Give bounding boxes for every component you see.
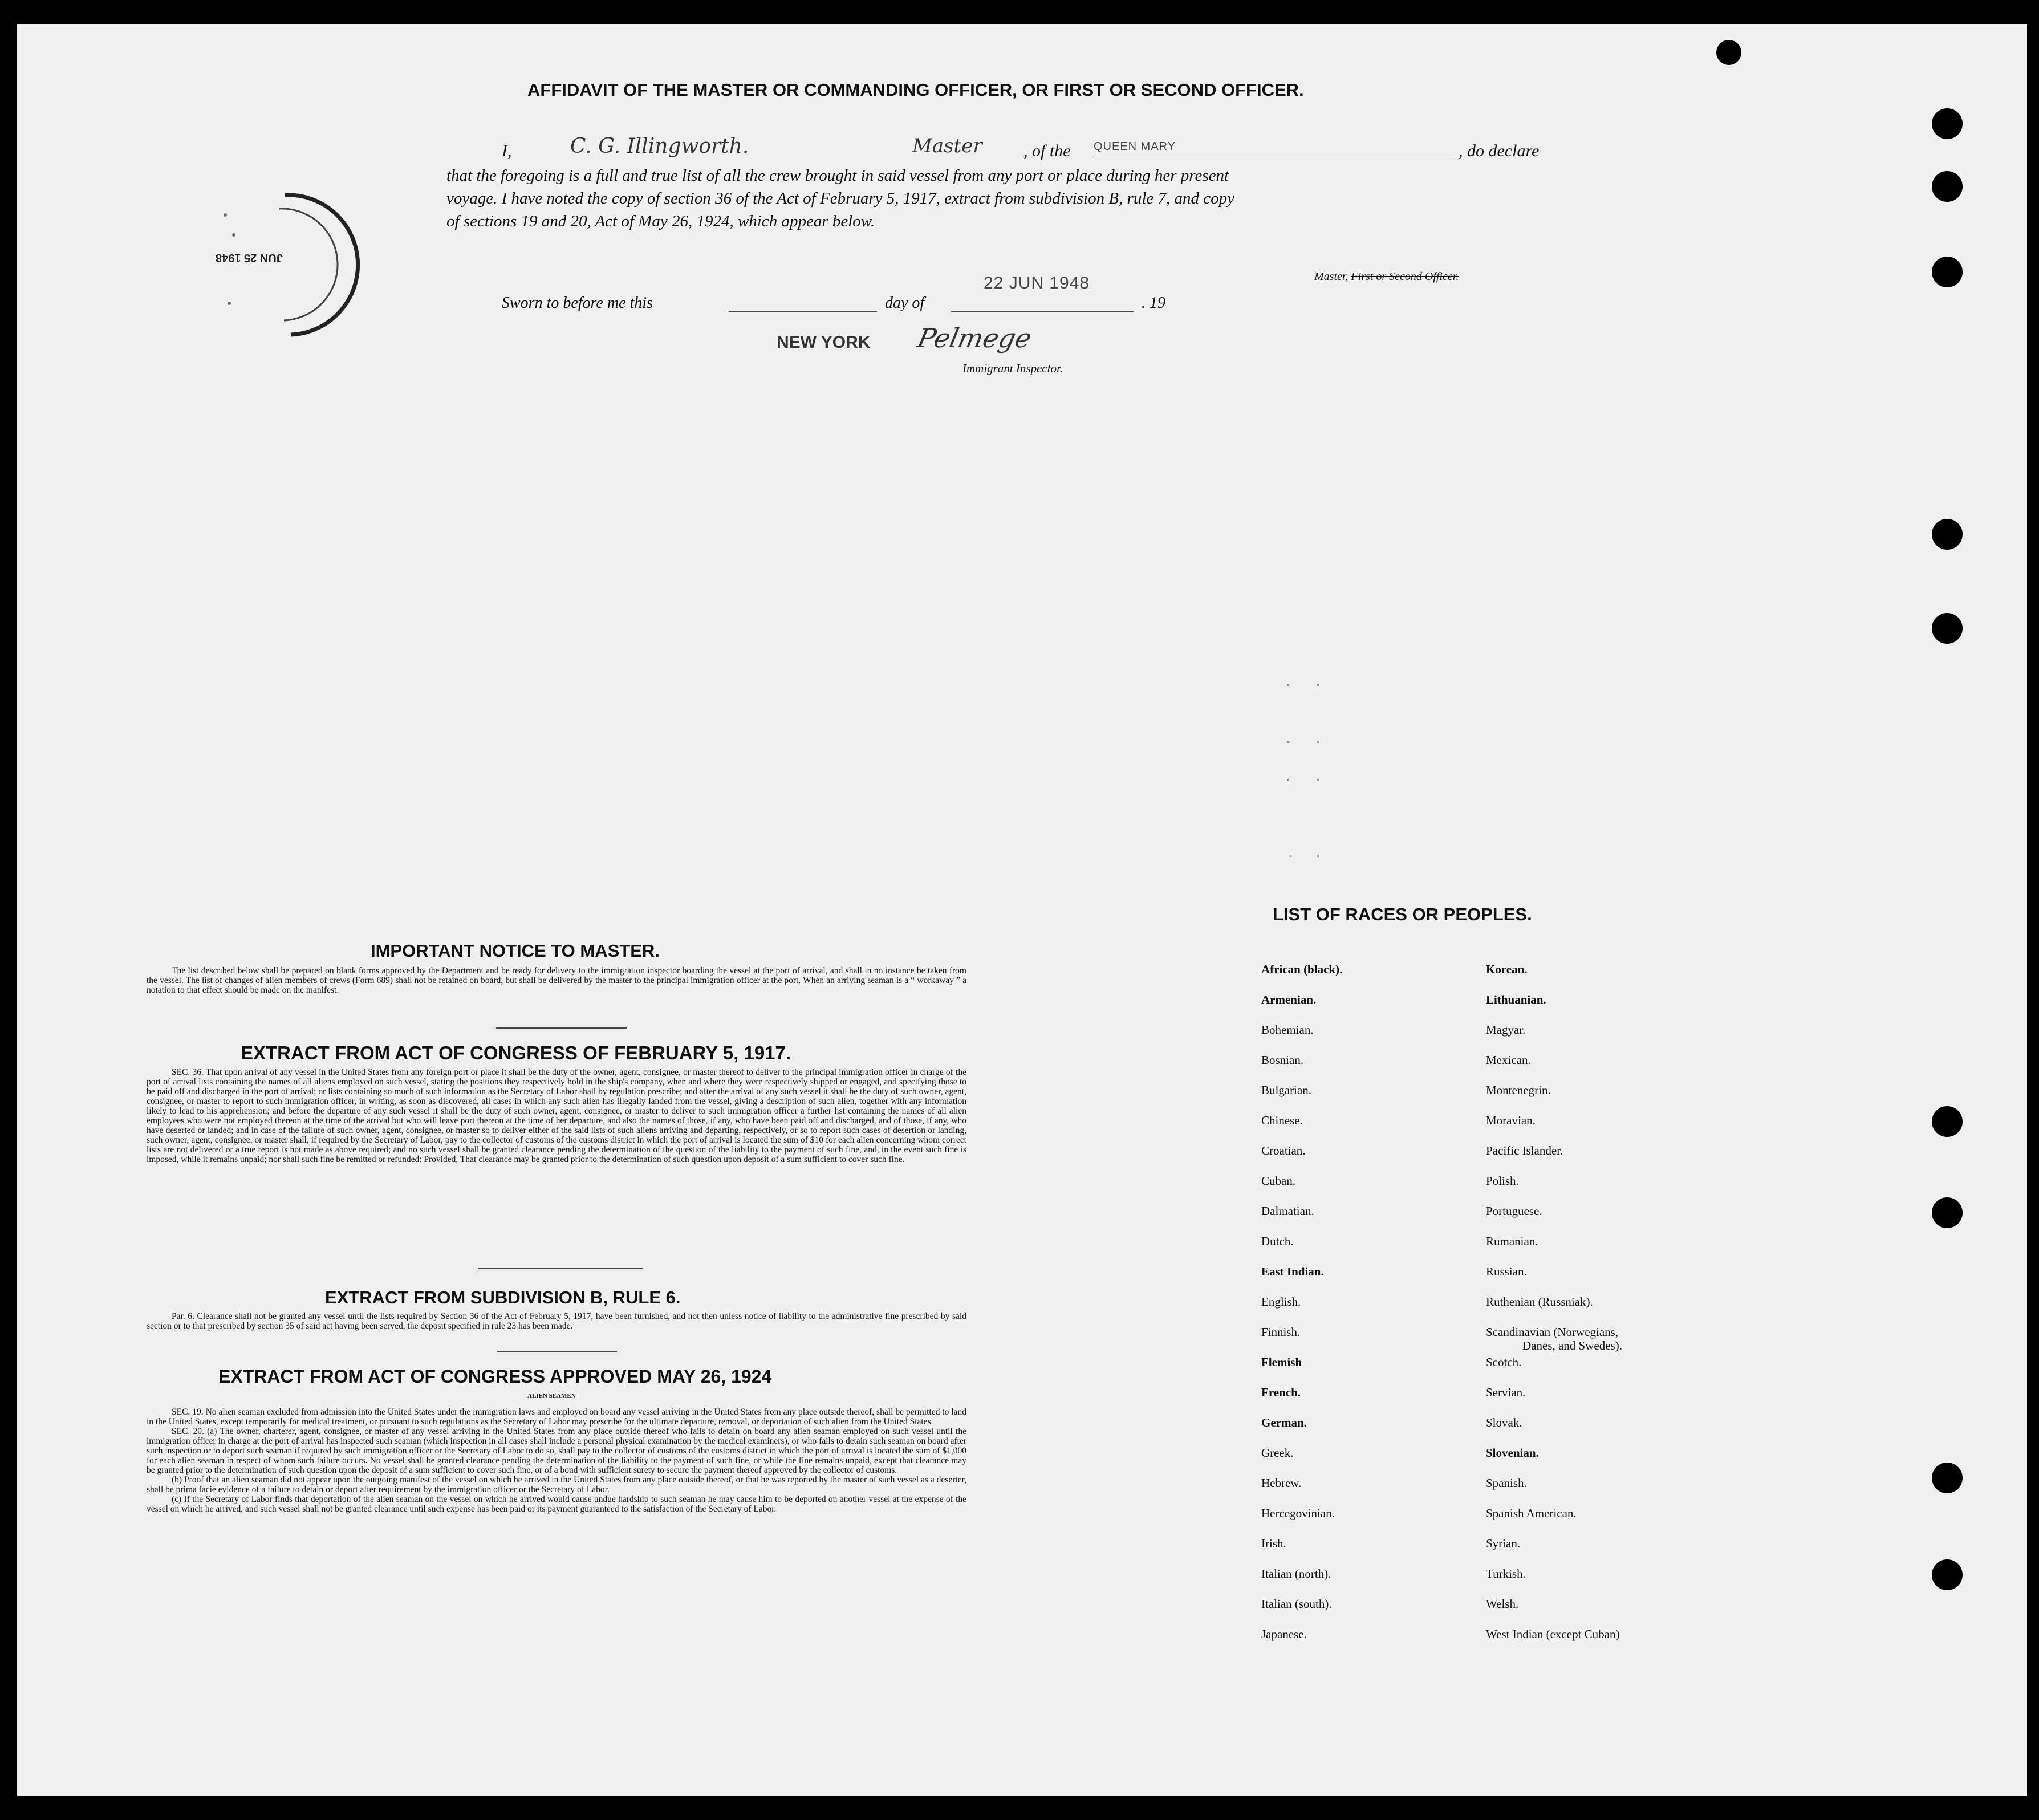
sworn-month-line (951, 311, 1134, 312)
notice-text: The list described below shall be prepared on blank forms approved by the Department and be ready for delivery to the immigration inspector boarding the vessel at the port of arrival, and shall in no instance be taken from the vessel. The list of changes of alien members of crews (Form 689) shall not be retained on board, but shall be delivered by the master to the principal immigration officer at the port. When an arriving seaman is a “ workaway ” a notation to that effect should be made on the manifest. (147, 966, 966, 995)
race-item: Greek. (1261, 1446, 1294, 1460)
inspector-signature: Pelmege (915, 323, 1035, 354)
notice-body (147, 966, 966, 995)
race-item: African (black). (1261, 962, 1343, 976)
race-item: Italian (north). (1261, 1567, 1331, 1581)
race-item: Ruthenian (Russniak). (1486, 1295, 1593, 1309)
race-item: Dutch. (1261, 1234, 1294, 1248)
race-item: Pacific Islander. (1486, 1144, 1563, 1157)
scan-mark (1317, 741, 1319, 743)
year-prefix: . 19 (1142, 294, 1165, 312)
punch-hole (1932, 171, 1963, 202)
scan-mark (1317, 684, 1319, 686)
scan-mark (1287, 684, 1289, 686)
race-item: Mexican. (1486, 1053, 1531, 1067)
race-item: Servian. (1486, 1386, 1526, 1399)
notice-title: IMPORTANT NOTICE TO MASTER. (371, 941, 660, 961)
punch-hole (1932, 519, 1963, 550)
race-item: Slovenian. (1486, 1446, 1539, 1460)
race-item: Japanese. (1261, 1627, 1307, 1641)
vessel-name: QUEEN MARY (1094, 140, 1176, 153)
race-item: Scotch. (1486, 1355, 1522, 1369)
punch-hole (1716, 40, 1741, 65)
race-item: Moravian. (1486, 1114, 1536, 1127)
scan-mark (1317, 779, 1319, 781)
race-item: Bosnian. (1261, 1053, 1304, 1067)
race-item: Spanish. (1486, 1476, 1527, 1490)
extract-1917-body (147, 1067, 966, 1164)
race-item: Welsh. (1486, 1597, 1519, 1611)
race-item: Russian. (1486, 1265, 1527, 1278)
race-item: German. (1261, 1416, 1307, 1429)
races-left-column (1261, 962, 1467, 1658)
punch-hole (1932, 108, 1963, 139)
race-item: Bohemian. (1261, 1023, 1314, 1037)
do-declare-label: , do declare (1459, 141, 1540, 160)
race-item: Hebrew. (1261, 1476, 1302, 1490)
arrival-stamp (188, 184, 365, 343)
race-item: Korean. (1486, 962, 1528, 976)
rule-6-body (147, 1311, 966, 1331)
struck-officer-caption: First or Second Officer. (1351, 270, 1459, 283)
race-item: Hercegovinian. (1261, 1506, 1335, 1520)
extract-1924-subtitle: ALIEN SEAMEN (527, 1392, 576, 1399)
punch-hole (1932, 1559, 1963, 1590)
race-item: Spanish American. (1486, 1506, 1577, 1520)
punch-hole (1932, 1106, 1963, 1137)
punch-hole (1932, 1197, 1963, 1228)
inspector-caption: Immigrant Inspector. (962, 361, 1063, 375)
race-item: Scandinavian (Norwegians, (1486, 1325, 1619, 1339)
affidavit-line-2: that the foregoing is a full and true list of all the crew brought in said vessel from any port or place during her present (446, 166, 1229, 185)
punch-hole (1932, 613, 1963, 644)
race-item: East Indian. (1261, 1265, 1324, 1278)
sec-20a-text: SEC. 20. (a) The owner, charterer, agent, consignee, or master of any vessel arriving in the United States from any place outside thereof who fails to detain on board any alien seaman employed on such vessel until the immigration officer in charge at the port of arrival has inspected such seaman (which inspection in all cases shall include a personal physical examination by the medical examiners), or who fails to detain such seaman on board after such inspection or to deport such seaman if required by such immigration officer or the Secretary of Labor to do so, shall pay to the collector of customs of the customs district in which the port of arrival is located the sum of $1,000 for each alien seaman in respect of whom such failure occurs. No vessel shall be granted clearance pending the determination of the liability to the payment of such fine, or while the fine remains unpaid, except that clearance may be granted prior to the determination of such question upon the deposit of a sum sufficient to cover such fine, or of a bond with sufficient surety to secure the payment thereof approved by the collector of customs. (147, 1427, 966, 1475)
scan-mark (1287, 779, 1289, 781)
sworn-prefix: Sworn to before me this (502, 294, 653, 312)
race-item: Syrian. (1486, 1537, 1521, 1550)
race-item: Irish. (1261, 1537, 1286, 1550)
race-item: French. (1261, 1386, 1301, 1399)
affidavit-title: AFFIDAVIT OF THE MASTER OR COMMANDING OFFICER, OR FIRST OR SECOND OFFICER. (527, 80, 1304, 100)
punch-hole (1932, 1462, 1963, 1493)
race-item: Armenian. (1261, 993, 1317, 1006)
race-item: Bulgarian. (1261, 1083, 1312, 1097)
of-the-label: , of the (1023, 141, 1071, 160)
race-item: Magyar. (1486, 1023, 1526, 1037)
race-item: Chinese. (1261, 1114, 1303, 1127)
extract-1924-title: EXTRACT FROM ACT OF CONGRESS APPROVED MAY 26, 1924 (218, 1366, 772, 1387)
scan-mark (1287, 741, 1289, 743)
date-stamp: 22 JUN 1948 (984, 274, 1090, 292)
race-item: Portuguese. (1486, 1204, 1542, 1218)
race-item: Montenegrin. (1486, 1083, 1551, 1097)
rule-6-title: EXTRACT FROM SUBDIVISION B, RULE 6. (325, 1287, 681, 1307)
affidavit-line-3: voyage. I have noted the copy of section 36 of the Act of February 5, 1917, extract from subdivision B, rule 7, and copy (446, 189, 1235, 208)
scan-mark (1317, 855, 1319, 857)
race-item: Cuban. (1261, 1174, 1296, 1188)
extract-1924-body (147, 1407, 966, 1514)
race-item: Croatian. (1261, 1144, 1306, 1157)
race-item: English. (1261, 1295, 1301, 1309)
races-title: LIST OF RACES OR PEOPLES. (1273, 904, 1532, 924)
master-caption (1314, 270, 1459, 283)
race-item: Lithuanian. (1486, 993, 1546, 1006)
master-caption-label: Master, (1314, 270, 1348, 283)
scan-mark (1290, 855, 1291, 857)
day-of-label: day of (885, 294, 925, 312)
punch-hole (1932, 257, 1963, 287)
sec-19-text: SEC. 19. No alien seaman excluded from admission into the United States under the immigration laws and employed on board any vessel arriving in the United States from any place outside thereof, shall be permitted to land in the United States, except temporarily for medical treatment, or pursuant to such regulations as the Secretary of Labor may prescribe for the ultimate departure, removal, or deportation of such alien from the United States. (147, 1407, 966, 1427)
declarant-prefix: I, (502, 141, 512, 160)
race-item: Finnish. (1261, 1325, 1301, 1339)
stamp-date: JUN 25 1948 (216, 251, 283, 264)
race-item: Polish. (1486, 1174, 1519, 1188)
sec-20c-text: (c) If the Secretary of Labor finds that deportation of the alien seaman on the vessel on which he arrived would cause undue hardship to such seaman he may cause him to be deported on another vessel at the expense of the vessel on which he arrived, and such vessel shall not be granted clearance until such expense has been paid or its payment guaranteed to the satisfaction of the Secretary of Labor. (147, 1494, 966, 1514)
extract-1917-title: EXTRACT FROM ACT OF CONGRESS OF FEBRUARY 5, 1917. (241, 1042, 791, 1063)
declarant-rank: Master (912, 135, 982, 157)
races-right-column (1486, 962, 1743, 1658)
sec-20b-text: (b) Proof that an alien seaman did not appear upon the outgoing manifest of the vessel on which he arrived in the United States from any place outside thereof, or that he was reported by the master of such vessel as a deserter, shall be prima facie evidence of a failure to detain or deport after requirement by the immigration officer or the Secretary of Labor. (147, 1475, 966, 1494)
affidavit-line-4: of sections 19 and 20, Act of May 26, 1924, which appear below. (446, 212, 875, 230)
section-divider (496, 1027, 627, 1029)
race-item: West Indian (except Cuban) (1486, 1627, 1620, 1641)
sworn-day-line (729, 311, 877, 312)
rule-6-text: Par. 6. Clearance shall not be granted any vessel until the lists required by Section 36 of the Act of February 5, 1917, have been furnished, and not then unless notice of liability to the administrative fine prescribed by said section or to that prescribed by section 35 of said act having been served, the deposit specified in rule 23 has been made. (147, 1311, 966, 1331)
extract-1917-text: SEC. 36. That upon arrival of any vessel in the United States from any foreign port or place it shall be the duty of the owner, agent, consignee, or master thereof to deliver to the principal immigration officer in charge of the port of arrival lists containing the names of all aliens employed on such vessel, stating the positions they respectively hold in the ship's company, when and where they were respectively shipped or engaged, and specifying those to be paid off and discharged in the port of arrival; or lists containing so much of such information as the Secretary of Labor shall by regulation prescribe; and after the arrival of any such vessel it shall be the duty of such owner, agent, consignee, or master to report to such immigration officer, in writing, as soon as discovered, all cases in which any such alien has illegally landed from the vessel, giving a description of such alien, together with any information likely to lead to his apprehension; and before the departure of any such vessel it shall be the duty of such owner, agent, consignee, or master to deliver to such immigration officer a further list containing the names of all alien employees who were not employed thereon at the time of the arrival but who will leave port thereon at the time of her departure, and also the names of those, if any, who have been paid off and discharged, and of those, if any, who have deserted or landed; and in case of the failure of such owner, agent, consignee, or master so to deliver either of the said lists of such aliens arriving and departing, respectively, or so to report such cases of desertion or landing, such owner, agent, consignee, or master shall, if required by the Secretary of Labor, pay to the collector of customs of the customs district in which the port of arrival is located the sum of $10 for each alien concerning whom correct lists are not delivered or a true report is not made as above required; and no such vessel shall be granted clearance pending the determination of the question of the liability to the payment of such fine, and, in the event such fine is imposed, while it remains unpaid; nor shall such fine be remitted or refunded: Provided, That clearance may be granted prior to the determination of such question upon deposit of a sum sufficient to cover such fine. (147, 1067, 966, 1164)
race-item: Flemish (1261, 1355, 1302, 1369)
race-item-continuation: Danes, and Swedes). (1522, 1339, 1622, 1352)
race-item: Slovak. (1486, 1416, 1522, 1429)
section-divider (478, 1268, 643, 1269)
race-item: Turkish. (1486, 1567, 1526, 1581)
declarant-name: C. G. Illingworth. (570, 135, 749, 158)
race-item: Rumanian. (1486, 1234, 1538, 1248)
port-stamp: NEW YORK (777, 333, 871, 352)
race-item: Dalmatian. (1261, 1204, 1314, 1218)
race-item: Italian (south). (1261, 1597, 1332, 1611)
section-divider (497, 1351, 617, 1352)
